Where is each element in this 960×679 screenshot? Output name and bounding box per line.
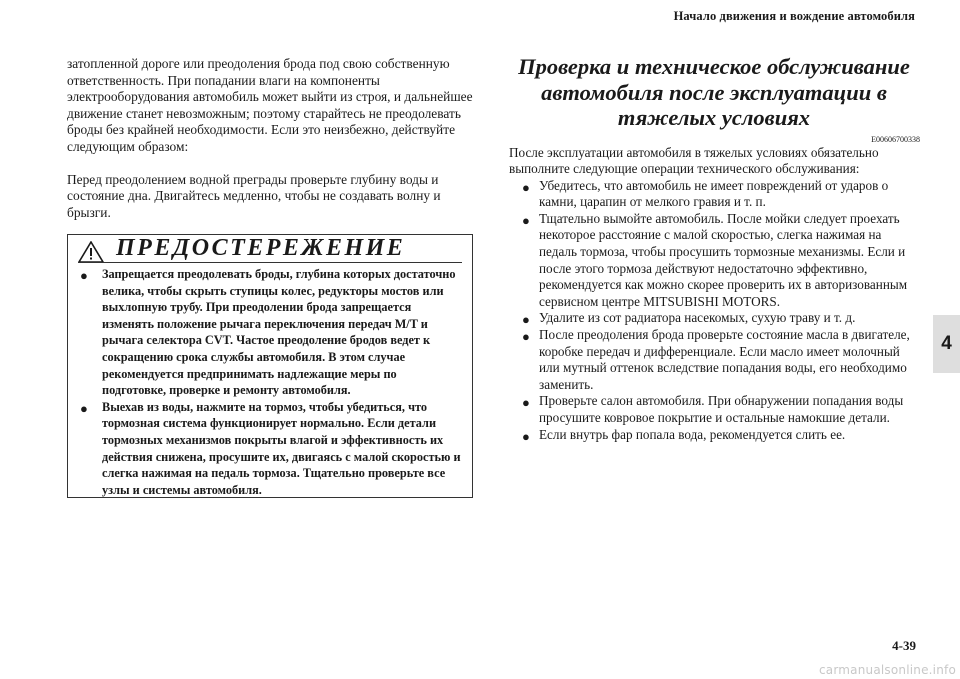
list-item bbox=[509, 178, 919, 211]
bullet-icon: ● bbox=[522, 312, 530, 328]
section-title: Проверка и техническое обслуживание автомобиля после эксплуатации в тяжелых условиях bbox=[518, 54, 910, 130]
warning-list bbox=[78, 266, 462, 498]
list-item-text: Убедитесь, что автомобиль не имеет повреждений от ударов о камни, царапин от мелкого гравия и т. п. bbox=[539, 177, 889, 210]
list-item-text: Удалите из сот радиатора насекомых, сухую траву и т. д. bbox=[539, 310, 856, 326]
page-number: 4-39 bbox=[892, 638, 916, 653]
chapter-tab: 4 bbox=[933, 315, 960, 373]
left-column bbox=[67, 56, 477, 221]
bullet-icon: ● bbox=[522, 395, 530, 411]
bullet-icon: ● bbox=[522, 179, 530, 195]
bullet-icon: ● bbox=[522, 212, 530, 228]
warning-title-rule bbox=[78, 262, 462, 263]
list-item bbox=[509, 427, 919, 444]
watermark: carmanualsonline.info bbox=[819, 663, 956, 677]
warning-title: ПРЕДОСТЕРЕЖЕНИЕ bbox=[116, 235, 406, 261]
bullet-icon: ● bbox=[80, 400, 88, 416]
list-item bbox=[509, 393, 919, 426]
warning-item bbox=[78, 399, 462, 499]
list-item-text: После преодоления брода проверьте состояние масла в двигателе, коробке передач и дифференциале. Если масло имеет молочный или мутный оттенок вследствие попадания воды, его необходимо заменить. bbox=[539, 327, 910, 392]
right-column bbox=[509, 54, 919, 443]
bullet-icon: ● bbox=[522, 428, 530, 444]
body-paragraph: Перед преодолением водной преграды проверьте глубину воды и состояние дна. Двигайтесь медленно, чтобы не создавать волну и брызги. bbox=[67, 171, 441, 220]
maintenance-list bbox=[509, 178, 919, 444]
warning-item-text: Запрещается преодолевать броды, глубина которых достаточно велика, чтобы скрыть ступицы колес, редукторы мостов или выхлопную трубу. При преодолении брода запрещается изменять положение рычага переключения передач M/T и рычага селектора CVT. Частое преодоление бродов ведет к сокращению срока службы автомобиля. В этом случае рекомендуется предпринимать надлежащие меры по подготовке, проверке и ремонту автомобиля. bbox=[102, 267, 456, 398]
list-item-text: Проверьте салон автомобиля. При обнаружении попадания воды просушите ковровое покрытие и остальные намокшие детали. bbox=[539, 393, 904, 425]
body-paragraph: затопленной дороге или преодоления брода под свою собственную ответственность. При попадании влаги на компоненты электрооборудования автомобиль может выйти из строя, и дальнейшее движение станет невозможным; поэтому старайтесь не преодолевать броды без крайней необходимости. Если это неизбежно, действуйте следующим образом: bbox=[67, 56, 473, 154]
section-code: E00606700338 bbox=[871, 134, 920, 144]
warning-item bbox=[78, 266, 462, 399]
section-intro: После эксплуатации автомобиля в тяжелых условиях обязательно выполните следующие операции технического обслуживания: bbox=[509, 144, 879, 177]
warning-box bbox=[67, 234, 473, 498]
list-item bbox=[509, 310, 919, 327]
warning-item-text: Выехав из воды, нажмите на тормоз, чтобы убедиться, что тормозная система функционирует нормально. Если детали тормозных механизмов покрыты влагой и эффективность их действия снижена, просушите их, двигаясь с малой скоростью и слегка нажимая на педаль тормоза. Тщательно проверьте все узлы и системы автомобиля. bbox=[102, 399, 461, 497]
list-item-text: Если внутрь фар попала вода, рекомендуется слить ее. bbox=[539, 426, 846, 442]
chapter-header: Начало движения и вождение автомобиля bbox=[673, 9, 915, 23]
warning-triangle-icon bbox=[78, 241, 104, 263]
list-item-text: Тщательно вымойте автомобиль. После мойки следует проехать некоторое расстояние с малой скоростью, слегка нажимая на педаль тормоза, чтобы просушить тормозные механизмы. Если и после этого тормоза действуют недостаточно эффективно, рекомендуется как можно скорее проверить их в авторизованным сервисном центре MITSUBISHI MOTORS. bbox=[539, 210, 908, 309]
bullet-icon: ● bbox=[80, 268, 88, 283]
bullet-icon: ● bbox=[522, 329, 530, 345]
list-item bbox=[509, 327, 919, 393]
list-item bbox=[509, 211, 919, 311]
